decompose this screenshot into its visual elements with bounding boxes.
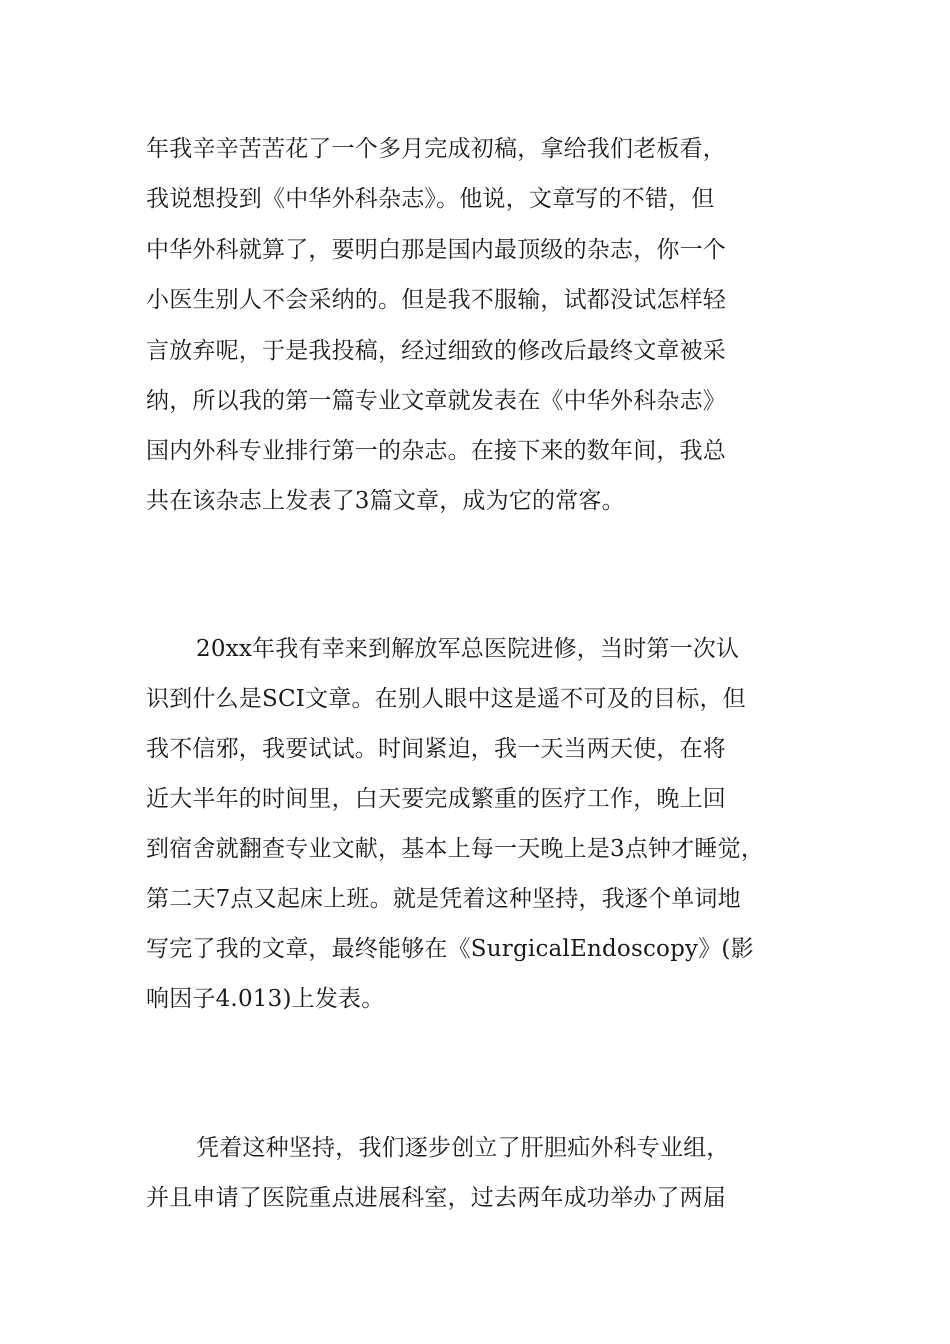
- text-line: 近大半年的时间里，白天要完成繁重的医疗工作，晚上回: [146, 786, 726, 812]
- text-line: 20xx年我有幸来到解放军总医院进修，当时第一次认: [196, 636, 740, 662]
- text-line: 第二天7点又起床上班。就是凭着这种坚持，我逐个单词地: [146, 886, 741, 912]
- text-line: 纳，所以我的第一篇专业文章就发表在《中华外科杂志》: [146, 388, 726, 414]
- text-line: 言放弃呢，于是我投稿，经过细致的修改后最终文章被采: [146, 338, 726, 364]
- text-line: 我说想投到《中华外科杂志》。他说，文章写的不错，但: [146, 186, 715, 212]
- text-line: 到宿舍就翻查专业文献，基本上每一天晚上是3点钟才睡觉，: [146, 836, 765, 862]
- text-line: 响因子4.013)上发表。: [146, 986, 385, 1012]
- text-line: 写完了我的文章，最终能够在《SurgicalEndoscopy》(影: [146, 936, 754, 962]
- text-line: 并且申请了医院重点进展科室，过去两年成功举办了两届: [146, 1185, 726, 1211]
- text-line: 凭着这种坚持，我们逐步创立了肝胆疝外科专业组，: [196, 1135, 730, 1161]
- text-line: 识到什么是SCI文章。在别人眼中这是遥不可及的目标，但: [146, 686, 746, 712]
- text-line: 中华外科就算了，要明白那是国内最顶级的杂志，你一个: [146, 237, 726, 263]
- text-line: 国内外科专业排行第一的杂志。在接下来的数年间，我总: [146, 438, 726, 464]
- text-line: 小医生别人不会采纳的。但是我不服输，试都没试怎样轻: [146, 287, 726, 313]
- text-line: 共在该杂志上发表了3篇文章，成为它的常客。: [146, 488, 625, 514]
- text-line: 年我辛辛苦苦花了一个多月完成初稿，拿给我们老板看，: [146, 136, 726, 162]
- text-line: 我不信邪，我要试试。时间紧迫，我一天当两天使，在将: [146, 736, 726, 762]
